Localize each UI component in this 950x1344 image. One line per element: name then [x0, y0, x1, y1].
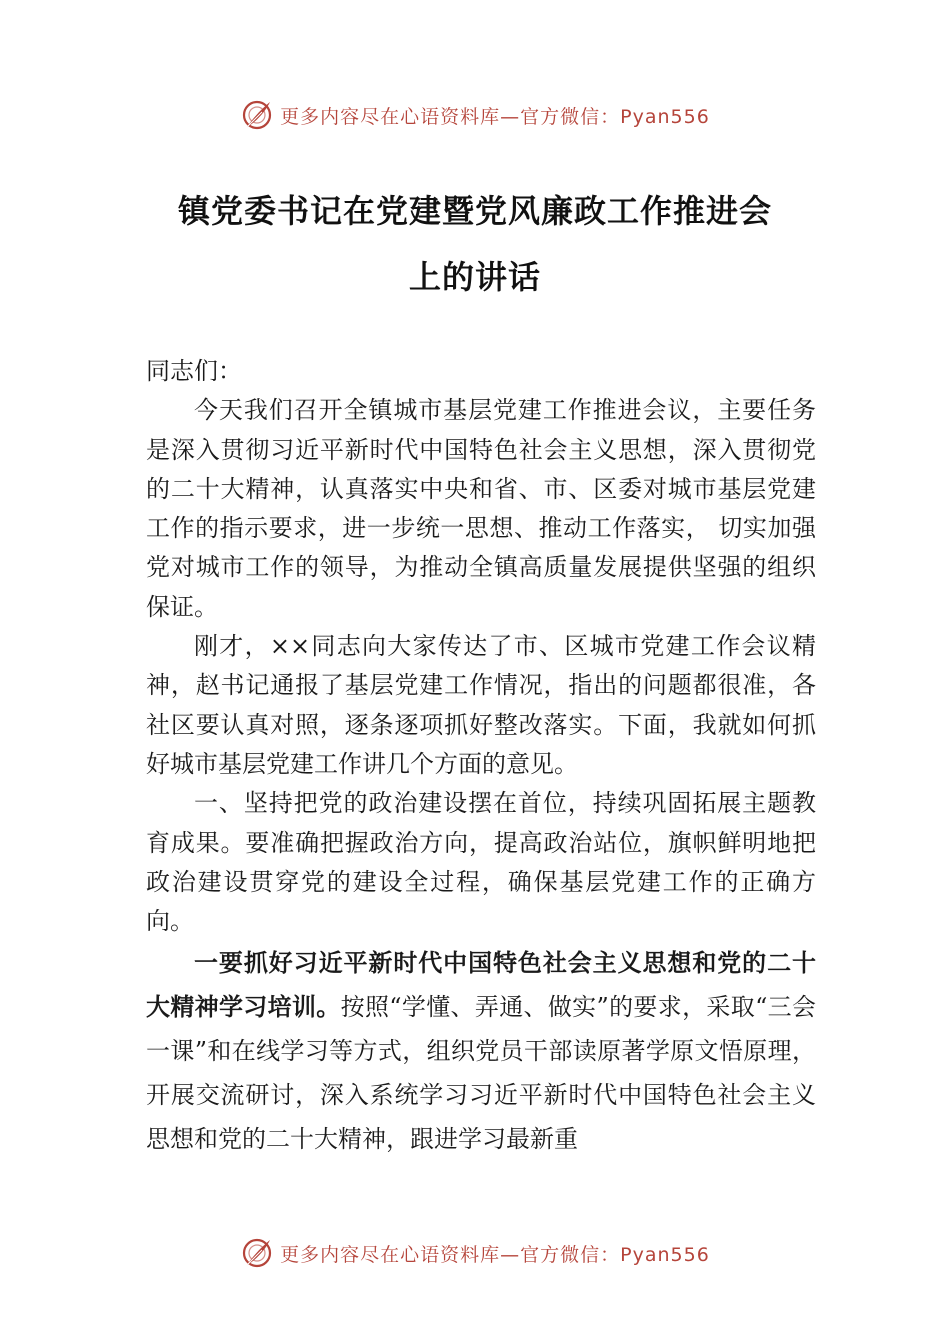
- document-title-line1: 镇党委书记在党建暨党风廉政工作推进会: [177, 192, 772, 230]
- document-body: [146, 352, 816, 1161]
- paragraph-4-bold-lead: 一要抓好习近平新时代中国特色社会主义思想和党的二十大精神学习培训。: [146, 949, 816, 1022]
- paragraph-2: 刚才，××同志向大家传达了市、区城市党建工作会议精神，赵书记通报了基层党建工作情况，指出的问题都很准，各社区要认真对照，逐条逐项抓好整改落实。下面，我就如何抓好城市基层党建工作讲几个方面的意见。: [146, 632, 816, 778]
- salutation: 同志们：: [146, 357, 242, 385]
- watermark-text: 更多内容尽在心语资料库—官方微信：Pyan556: [280, 105, 710, 128]
- footer-watermark: [0, 1233, 950, 1273]
- document-title-line2: 上的讲话: [408, 258, 541, 296]
- paragraph-3: 一、坚持把党的政治建设摆在首位，持续巩固拓展主题教育成果。要准确把握政治方向，提高政治站位，旗帜鲜明地把政治建设贯穿党的建设全过程，确保基层党建工作的正确方向。: [146, 789, 816, 936]
- paragraph-4: [146, 941, 816, 1161]
- watermark-text: 更多内容尽在心语资料库—官方微信：Pyan556: [280, 1243, 710, 1266]
- paragraph-1: 今天我们召开全镇城市基层党建工作推进会议，主要任务是深入贯彻习近平新时代中国特色社会主义思想，深入贯彻党的二十大精神，认真落实中央和省、市、区委对城市基层党建工作的指示要求，进一步统一思想、推动工作落实， 切实加强党对城市工作的领导，为推动全镇高质量发展提供坚强的组织保证。: [146, 396, 816, 621]
- feather-pen-logo-icon: [240, 98, 274, 132]
- feather-pen-logo-icon: [240, 1236, 274, 1270]
- paragraph-4-text: 按照“学懂、弄通、做实”的要求，采取“三会一课”和在线学习等方式，组织党员干部读原著学原文悟原理，开展交流研讨，深入系统学习习近平新时代中国特色社会主义思想和党的二十大精神，跟进学习最新重: [146, 993, 816, 1154]
- header-watermark: [0, 95, 950, 135]
